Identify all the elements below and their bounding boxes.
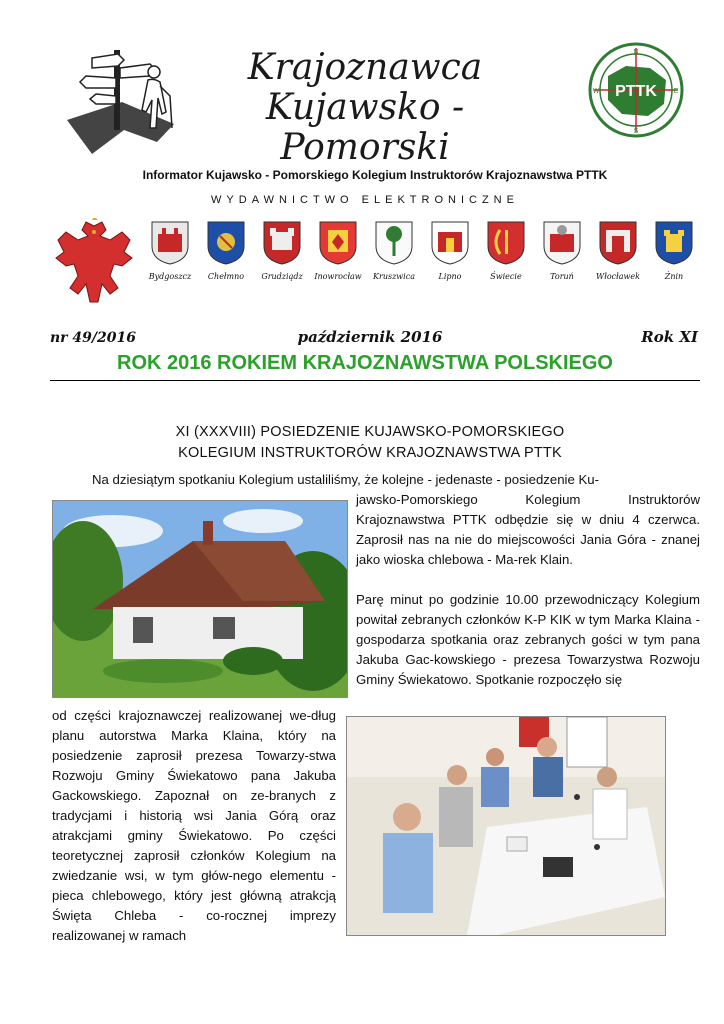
publisher-line: WYDAWNICTWO ELEKTRONICZNE: [211, 194, 519, 206]
issue-year: Rok XI: [641, 328, 698, 346]
town-label: Lipno: [438, 272, 462, 281]
pttk-logo-text: PTTK: [615, 83, 657, 100]
compass-s: S: [633, 128, 639, 135]
title-line-1: Krajoznawca: [247, 47, 483, 88]
town-label: Grudziądz: [261, 272, 303, 281]
lipno-crest-icon: [430, 220, 470, 266]
town-label: Świecie: [490, 272, 522, 281]
article-headline: [80, 422, 660, 464]
divider-line: [50, 380, 700, 381]
subtitle: Informator Kujawsko - Pomorskiego Kolegium Instruktorów Krajoznawstwa PTTK: [142, 168, 608, 182]
meeting-photo: [346, 716, 666, 936]
swiecie-crest-icon: [486, 220, 526, 266]
headline-line-1: XI (XXXVIII) POSIEDZENIE KUJAWSKO-POMORSKIEGO: [175, 424, 565, 440]
town-label: Chełmno: [207, 272, 245, 281]
magazine-title: [190, 48, 540, 168]
inowroclaw-crest-icon: [318, 220, 358, 266]
headline-line-2: KOLEGIUM INSTRUKTORÓW KRAJOZNAWSTWA PTTK: [178, 445, 562, 461]
issue-date: październik 2016: [297, 328, 443, 346]
title-line-2: Kujawsko - Pomorski: [265, 87, 465, 168]
article-col-right-1: jawsko-Pomorskiego Kolegium Instruktorów Krajoznawstwa PTTK odbędzie się w dniu 4 czerwca. Zaprosił nas na nie do miejscowości Jania Góra - znanej jako wioska chlebowa - Ma-rek Klain.: [356, 492, 700, 567]
article-col-right-2: Parę minut po godzinie 10.00 przewodniczący Kolegium powitał zebranych członków K-P KIK w tym Marka Klaina - gospodarza spotkania oraz zebranych gości w tym pana Jakuba Gac-kowskiego - prezesa Towarzystwa Rozwoju Gminy Świekatowo. Spotkanie rozpoczęło się: [356, 592, 700, 687]
town-label: Włocławek: [596, 272, 640, 281]
pttk-logo: [586, 40, 686, 140]
grudziadz-crest-icon: [262, 220, 302, 266]
town-label: Toruń: [550, 272, 574, 281]
compass-e: E: [673, 88, 679, 95]
znin-crest-icon: [654, 220, 694, 266]
hiker-signpost-logo: [62, 42, 182, 160]
town-label: Żnin: [664, 272, 684, 281]
kruszwica-crest-icon: [374, 220, 414, 266]
house-photo: [52, 500, 348, 698]
article-col-left: od części krajoznawczej realizowanej we-dług planu autorstwa Marka Klaina, który na posiedzenie zaprosił prezesa Towarzy-stwa Rozwoju Gminy Świekatowo pana Jakuba Gackowskiego. Zapoznał on ze-branych z tradycjami i historią wsi Jania Górą oraz atrakcjami gminy Świekatowo. Po części teoretycznej zaprosił członków Kolegium na zwiedzanie wsi, w tym głów-nego elementu - pieca chlebowego, który jest główną atrakcją Święta Chleba - co-rocznej imprezy realizowanej w ramach: [52, 708, 336, 943]
compass-n: N: [633, 49, 639, 56]
eagle-coat-of-arms: [52, 218, 136, 310]
torun-crest-icon: [542, 220, 582, 266]
town-label: Inowrocław: [314, 272, 362, 281]
wloclawek-crest-icon: [598, 220, 638, 266]
issue-number: nr 49/2016: [50, 330, 136, 346]
bydgoszcz-crest-icon: [150, 220, 190, 266]
town-label: Kruszwica: [373, 272, 415, 281]
chelmno-crest-icon: [206, 220, 246, 266]
town-label: Bydgoszcz: [148, 272, 192, 281]
compass-w: W: [592, 88, 600, 95]
banner-headline: ROK 2016 ROKIEM KRAJOZNAWSTWA POLSKIEGO: [117, 352, 613, 374]
article-lead: Na dziesiątym spotkaniu Kolegium ustaliliśmy, że kolejne - jedenaste - posiedzenie Ku-: [92, 472, 599, 487]
